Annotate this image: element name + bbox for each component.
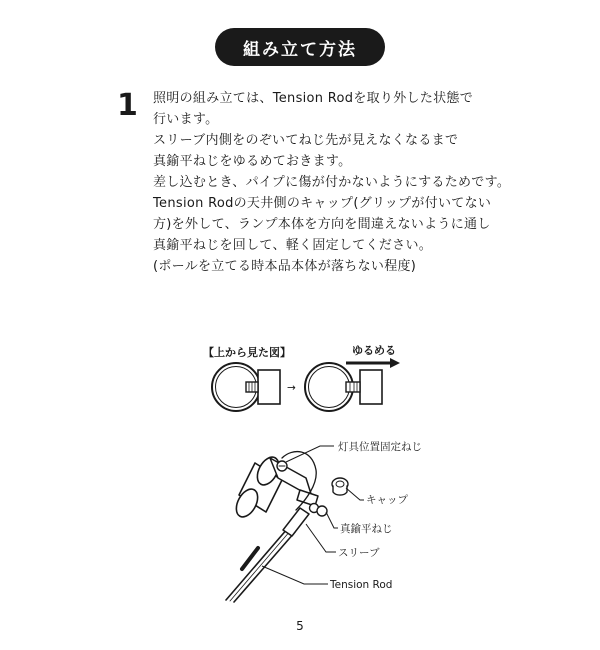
page-number: 5 <box>296 619 304 633</box>
instruction-line: 真鍮平ねじを回して、軽く固定してください。 <box>153 238 433 253</box>
instruction-line: 照明の組み立ては、Tension Rodを取り外した状態で <box>153 91 474 106</box>
instruction-line: 方)を外して、ランプ本体を方向を間違えないように通し <box>153 217 491 232</box>
label-brass-screw: 真鍮平ねじ <box>340 523 393 535</box>
label-sleeve: スリーブ <box>338 547 380 559</box>
instruction-line: 行います。 <box>153 112 219 127</box>
instruction-line: (ポールを立てる時本品本体が落ちない程度) <box>153 259 417 274</box>
instruction-line: 真鍮平ねじをゆるめておきます。 <box>153 154 352 169</box>
transition-arrow: → <box>287 382 296 394</box>
label-cap: キャップ <box>366 494 408 506</box>
step-number: 1 <box>117 88 138 123</box>
top-view-label: 【上から見た図】 <box>203 346 291 359</box>
instruction-line: スリーブ内側をのぞいてねじ先が見えなくなるまで <box>153 133 459 148</box>
instruction-line: 差し込むとき、パイプに傷が付かないようにするためです。 <box>153 175 511 190</box>
instruction-line: Tension Rodの天井側のキャップ(グリップが付いてない <box>153 196 492 211</box>
loosen-label: ゆるめる <box>352 344 396 357</box>
label-tension-rod: Tension Rod <box>330 579 393 591</box>
label-fixture-screw: 灯具位置固定ねじ <box>338 441 422 453</box>
top-view-before <box>212 363 280 411</box>
loosen-direction-arrow <box>346 358 400 368</box>
top-view-after <box>305 363 382 411</box>
section-title: 組み立て方法 <box>215 28 385 66</box>
